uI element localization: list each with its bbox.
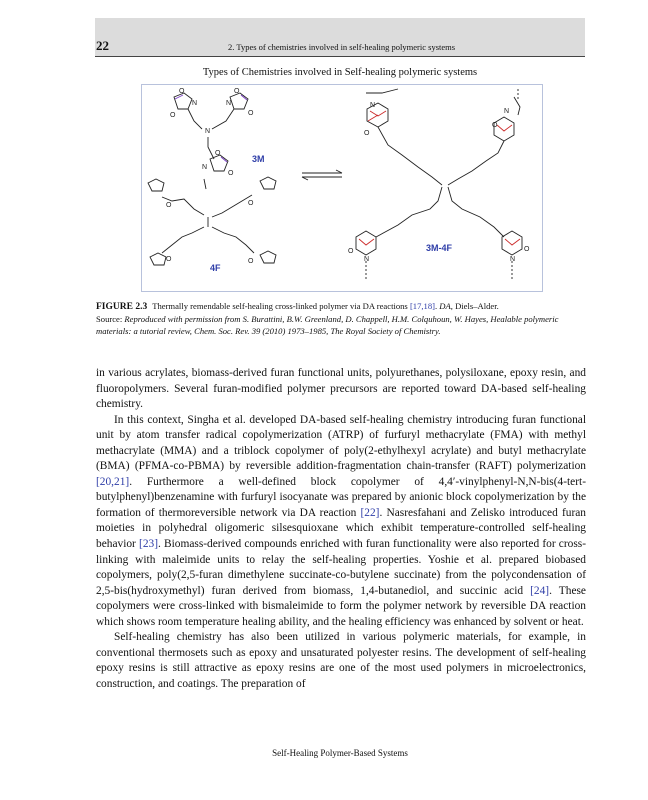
source-text: Reproduced with permission from S. Burattini, B.W. Greenland, D. Chappell, H.M. Colquhoun, W. Hayes, Healable polymeric materials: a tutorial review, Chem. Soc. Rev. 39 (2010) 1973–1985, The Royal Society of Chemistry. [96,314,559,337]
adduct-3 [356,231,376,255]
figure-2-3 [141,84,543,292]
reaction-scheme [142,85,542,291]
citation-link[interactable]: [23] [139,538,159,551]
atom-label: O [492,122,498,129]
furan-ring-3 [150,253,166,265]
citation-link[interactable]: [20,21] [96,475,130,488]
page-number: 22 [96,38,109,53]
atom-label: O [170,112,176,119]
atom-label: O [234,88,240,95]
figure-label: FIGURE 2.3 [96,302,148,312]
paragraph: In this context, Singha et al. developed DA-based self-healing chemistry introducing furan functional unit by atom transfer radical copolymerization (ATRP) of furfuryl methacrylate (FMA) with methyl methacrylate (MMA) and a triblock copolymer of poly(2-ethylhexyl acrylate) and butyl methacrylate (BMA) (PFMA-co-PBMA) by reversible addition-fragmentation chain-transfer (RAFT) polymerization [20,21]. Furthermore a well-defined block copolymer of 4,4′-vinylphenyl-N,N-bis(4-tert-butylphenyl)benzenamine with furfuryl isocyanate was prepared by anionic block copolymerization by the formation of thermoreversible network via DA reaction [22]. Nasresfahani and Zelisko introduced furan moieties in polyhedral oligomeric silsesquioxane which exhibit temperature-controlled self-healing behavior [23]. Biomass-derived compounds enriched with furan functionality were also reported for cross-linking with maleimide units to relay the self-healing properties. Yoshie et al. prepared biobased copolymers, poly(2,5-furan dimethylene succinate-co-butylene succinate) from the polycondensation of 2,5-bis(hydroxymethyl) furan derived from biomass, 1,4-butanediol, and succinic acid [24]. These copolymers were cross-linked with bismaleimide to form the polymer network by reversible DA reaction which shows room temperature healing ability, and the healing efficiency was enhanced by solvent or heat. [96,413,587,628]
label-3m-4f: 3M-4F [426,243,453,253]
atom-label: N [504,108,510,115]
adduct-4 [502,231,522,255]
atom-label: O [166,256,172,263]
atom-label: N [364,256,370,263]
citation-link[interactable]: [22] [360,506,380,519]
atom-label: N [205,128,211,135]
atom-label: O [524,246,530,253]
furan-ring-2 [260,177,276,189]
header-rule [95,56,585,57]
atom-label: O [364,130,370,137]
maleimide-ring-2 [230,93,248,109]
atom-label: O [228,170,234,177]
equilibrium-arrow [302,170,342,180]
atom-label: O [248,258,254,265]
figure-title: Types of Chemistries involved in Self-healing polymeric systems [202,67,478,78]
adduct-2 [494,117,514,141]
caption-abbr: DA [439,301,451,311]
citation-link[interactable]: [24] [530,584,550,597]
footer-book-title: Self-Healing Polymer-Based Systems [272,748,408,758]
atom-label: O [215,150,221,157]
atom-label: O [248,110,254,117]
body-text [96,366,586,692]
atom-label: O [166,202,172,209]
paragraph: in various acrylates, biomass-derived furan functional units, polyurethanes, polysiloxane, epoxy resin, and fluoropolymers. Several furan-modified polymer precursors are reported toward DA-based self-healing chemistry. [96,367,586,411]
furan-ring-4 [260,251,276,263]
paragraph: Self-healing chemistry has also been utilized in various polymeric materials, for example, in conventional thermosets such as epoxy and unsaturated polyester resins. The development of self-healing epoxy resins is still attractive as epoxy resins are one of the most used polymers in microelectronics, construction, and coatings. The preparation of [96,631,586,690]
atom-label: N [370,102,376,109]
atom-label: O [348,248,354,255]
atom-label: N [510,256,516,263]
label-4f: 4F [210,263,221,273]
atom-label: N [226,100,232,107]
atom-label: O [179,88,185,95]
running-title: 2. Types of chemistries involved in self-healing polymeric systems [228,42,456,52]
atom-label: O [248,200,254,207]
citation-link[interactable]: [17,18] [409,301,435,311]
label-3m: 3M [252,154,265,164]
furan-ring-1 [148,179,164,191]
source-label: Source: [96,314,125,325]
atom-label: N [192,100,198,107]
atom-label: N [202,164,208,171]
figure-caption: FIGURE 2.3 Thermally remendable self-healing cross-linked polymer via DA reactions [17,18]. DA, Diels–Alder. Source: Reproduced with permission from S. Burattini, B.W. Greenland, D. Chappell, H.M. Colquhoun, W. Hayes, Healable polymeric materials: a tutorial review, Chem. Soc. Rev. 39 (2010) 1973–1985, The Royal Society of Chemistry. [96,301,559,337]
maleimide-ring-1 [174,93,192,109]
caption-text: Thermally remendable self-healing cross-linked polymer via DA reactions [152,301,410,311]
